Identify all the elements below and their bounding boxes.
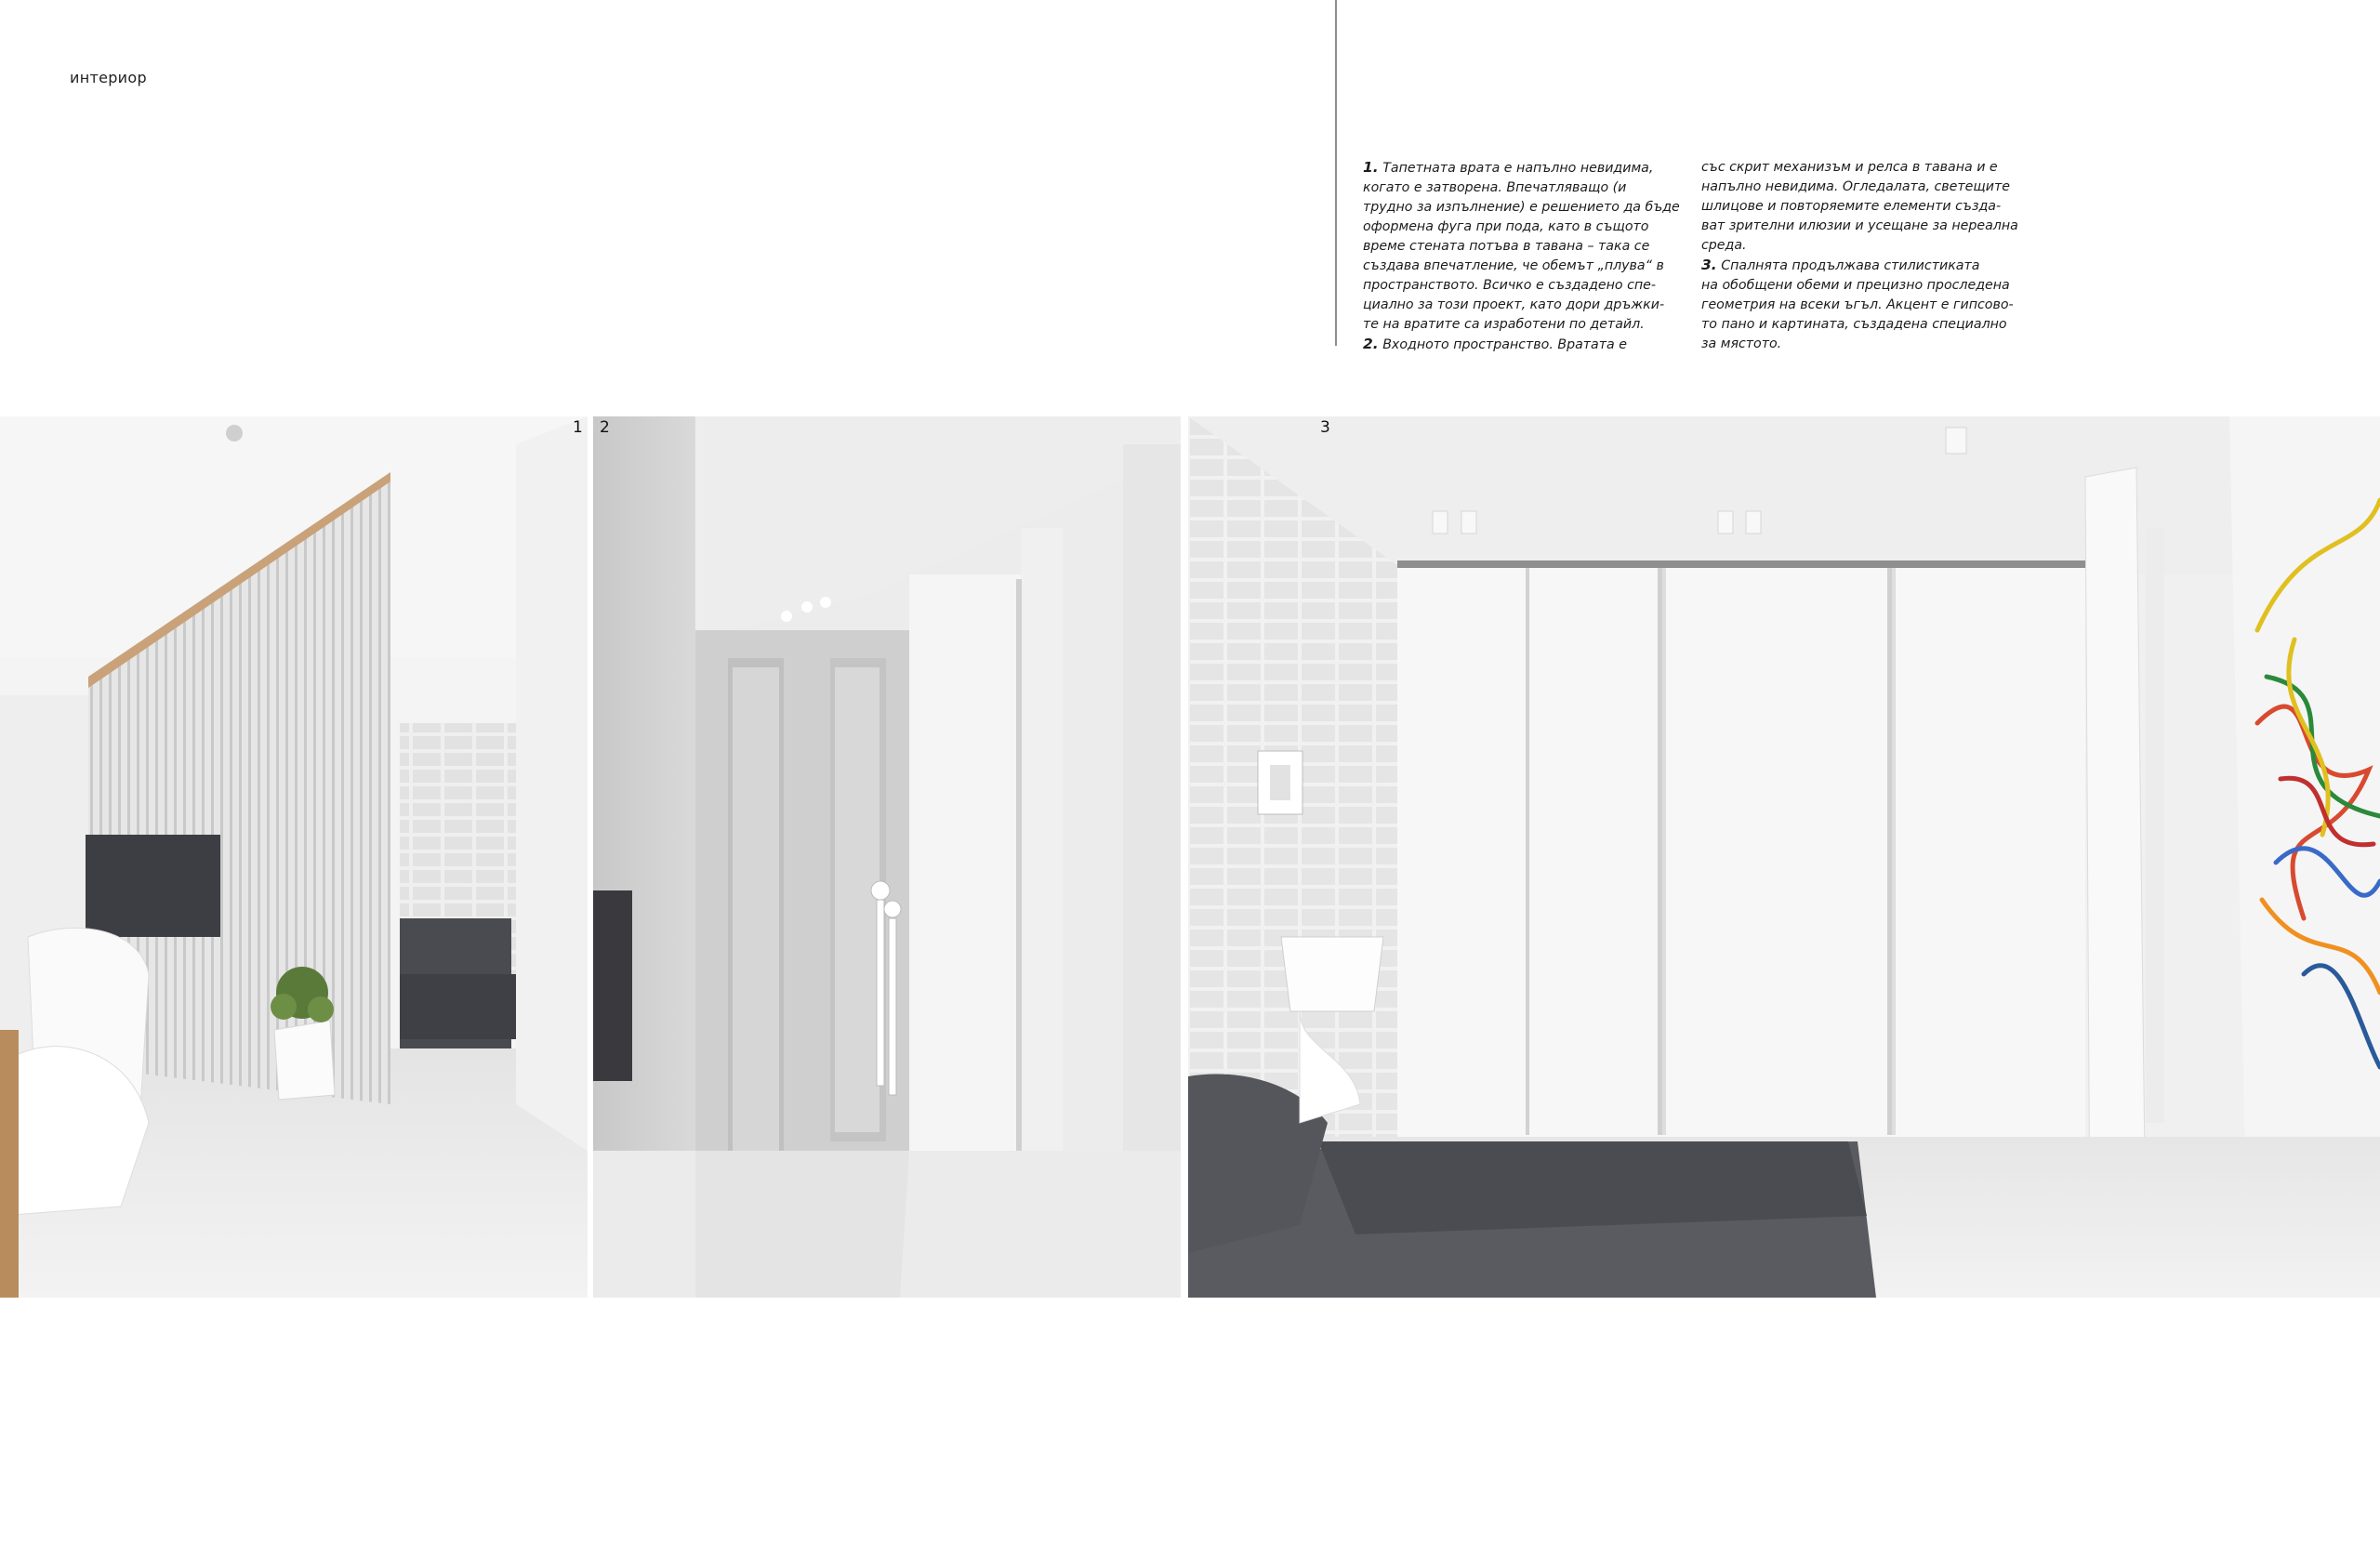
photo-bedroom bbox=[1188, 416, 2380, 1298]
caption-line: 3. Спалнята продължава стилистиката bbox=[1701, 257, 1980, 273]
caption-line: геометрия на всеки ъгъл. Акцент е гипсово- bbox=[1701, 297, 2014, 312]
bedroom-illustration bbox=[1188, 416, 2380, 1298]
caption-line: циално за този проект, като дори дръжки- bbox=[1363, 297, 1665, 312]
caption-line: създава впечатление, че обемът „плува“ в bbox=[1363, 258, 1664, 273]
caption-line: на обобщени обеми и прецизно проследена bbox=[1701, 278, 2010, 293]
caption-column-left bbox=[1363, 158, 1688, 355]
photo-number-3: 3 bbox=[1320, 418, 1330, 437]
photo-entrance bbox=[593, 416, 1181, 1298]
section-label: интериор bbox=[70, 69, 147, 86]
caption-column-right bbox=[1701, 158, 2027, 354]
caption-line: за мястото. bbox=[1701, 336, 1782, 351]
living-room-illustration bbox=[0, 416, 588, 1298]
caption-line: те на вратите са изработени по детайл. bbox=[1363, 317, 1645, 332]
caption-line: то пано и картината, създадена специално bbox=[1701, 317, 2007, 332]
photo-number-1: 1 bbox=[573, 418, 583, 437]
entrance-illustration bbox=[593, 416, 1181, 1298]
caption-line: трудно за изпълнение) е решението да бъде bbox=[1363, 200, 1680, 215]
caption-line: пространството. Всичко е създадено спе- bbox=[1363, 278, 1657, 293]
caption-line: шлицове и повторяемите елементи създа- bbox=[1701, 199, 2002, 214]
caption-line: със скрит механизъм и релса в тавана и е bbox=[1701, 160, 1998, 175]
caption-line: среда. bbox=[1701, 238, 1747, 253]
photo-number-2: 2 bbox=[600, 418, 610, 437]
caption-line: оформена фуга при пода, като в същото bbox=[1363, 219, 1649, 234]
caption-line: 2. Входното пространство. Вратата е bbox=[1363, 336, 1627, 352]
caption-line: 1. Тапетната врата е напълно невидима, bbox=[1363, 159, 1654, 176]
caption-line: ват зрителни илюзии и усещане за нереална bbox=[1701, 218, 2018, 233]
photo-living-room bbox=[0, 416, 588, 1298]
column-divider bbox=[1335, 0, 1337, 346]
caption-line: когато е затворена. Впечатляващо (и bbox=[1363, 180, 1627, 195]
caption-line: време стената потъва в тавана – така се bbox=[1363, 239, 1650, 254]
caption-line: напълно невидима. Огледалата, светещите bbox=[1701, 179, 2010, 194]
